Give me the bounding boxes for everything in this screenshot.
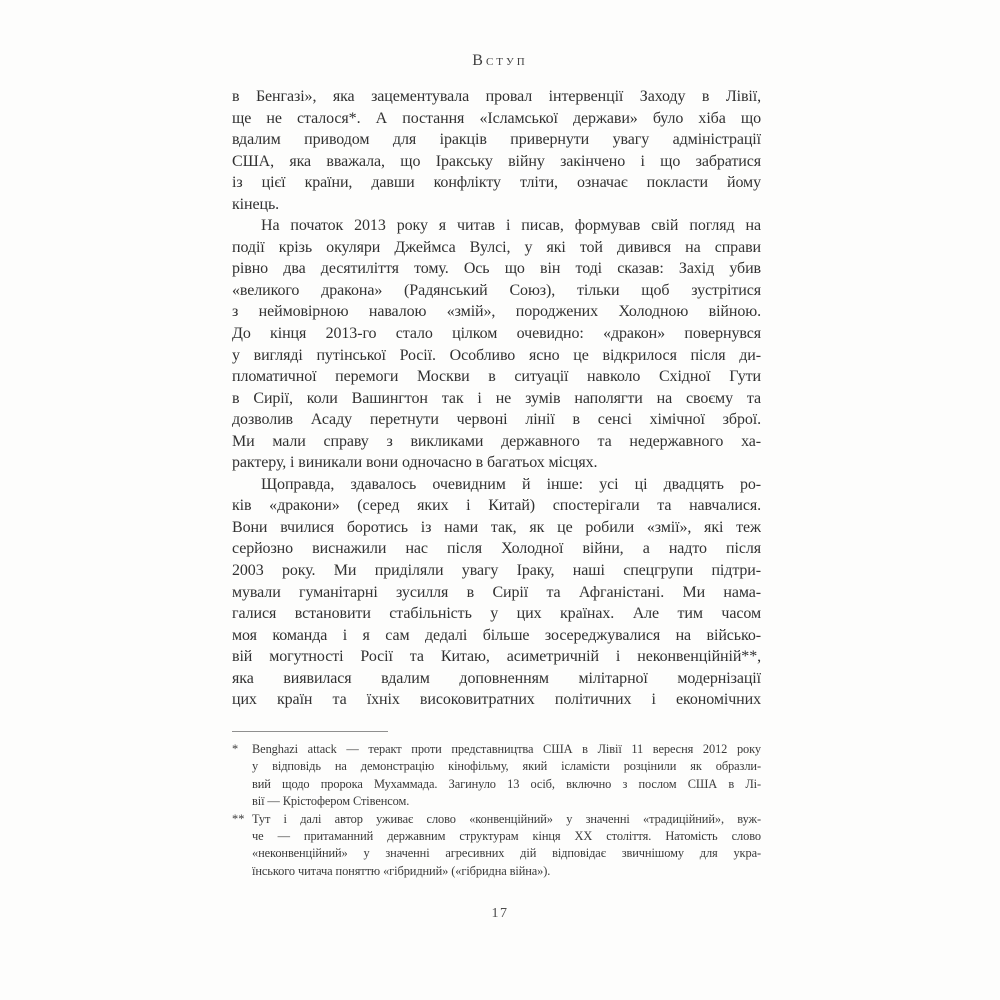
- text-line: галися встановити стабільність у цих країнах. Але тим часом: [232, 605, 761, 623]
- text-line: ще не сталося*. А постання «Ісламської держави» було хіба що: [232, 109, 761, 127]
- text-line: вдалим приводом для іракців привернути увагу адміністрації: [232, 131, 761, 149]
- footnote: [232, 811, 761, 881]
- text-line: серйозно виснажили нас після Холодної війни, а надто після: [232, 540, 761, 558]
- footnote-text: [252, 741, 761, 811]
- text-line: пломатичної перемоги Москви в ситуації навколо Східної Гути: [232, 368, 761, 386]
- text-line: цих країн та їхніх високовитратних політичних і економічних: [232, 691, 761, 709]
- text-line: ків «дракони» (серед яких і Китай) спостерігали та навчалися.: [232, 497, 761, 515]
- text-line: «великого дракона» (Радянський Союз), тільки щоб зустрітися: [232, 281, 761, 299]
- text-line: у вигляді путінської Росії. Особливо ясно це відкрилося після ди-: [232, 346, 761, 364]
- text-line: Щоправда, здавалось очевидним й інше: усі ці двадцять ро-: [261, 475, 761, 493]
- footnote-separator-rule: [232, 731, 388, 732]
- text-line: події крізь окуляри Джеймса Вулсі, у які той дивився на справи: [232, 238, 761, 256]
- text-line: кінець.: [232, 195, 280, 213]
- text-line: мували гуманітарні зусилля в Сирії та Афганістані. Ми нама-: [232, 583, 761, 601]
- text-line: моя команда і я сам дедалі більше зосереджувалися на військо-: [232, 626, 761, 644]
- text-line: 2003 року. Ми приділяли увагу Іраку, наші спецгрупи підтри-: [232, 562, 761, 580]
- footnote: [232, 741, 761, 811]
- footnote-marker: **: [232, 811, 245, 826]
- text-line: На початок 2013 року я читав і писав, формував свій погляд на: [261, 217, 761, 235]
- paragraph: [232, 86, 761, 215]
- text-line: Ми мали справу з викликами державного та недержавного ха-: [232, 432, 761, 450]
- text-line: рівно два десятиліття тому. Ось що він тоді сказав: Захід убив: [232, 260, 761, 278]
- page-number: 17: [491, 906, 509, 921]
- paragraph: [232, 474, 761, 711]
- paragraph: [232, 215, 761, 474]
- text-line: їнського читача поняттю «гібридний» («гібридна війна»).: [252, 863, 551, 878]
- text-line: з неймовірною навалою «змій», породжених Холодною війною.: [232, 303, 761, 321]
- text-line: у відповідь на демонстрацію кінофільму, який ісламісти розцінили як образли-: [252, 759, 761, 774]
- body-text: [232, 86, 761, 711]
- text-line: яка виявилася вдалим доповненням мілітарної модернізації: [232, 669, 761, 687]
- text-line: із цієї країни, давши конфлікту тліти, означає покласти йому: [232, 174, 761, 192]
- text-line: дозволив Асаду перетнути червоні лінії в сенсі хімічної зброї.: [232, 411, 761, 429]
- text-line: в Бенгазі», яка зацементувала провал інтервенції Заходу в Лівії,: [232, 88, 761, 105]
- footnote-marker: *: [232, 742, 239, 756]
- footnotes: [232, 741, 761, 880]
- text-line: вий щодо пророка Мухаммада. Загинуло 13 осіб, включно з послом США в Лі-: [252, 776, 761, 791]
- running-header-title: Вступ: [472, 52, 528, 69]
- text-line: Benghazi attack — теракт проти представництва США в Лівії 11 вересня 2012 року: [252, 742, 761, 756]
- text-line: «неконвенційний» у значенні агресивних дій відповідає звичнішому для укра-: [252, 846, 761, 861]
- text-line: вії — Крістофером Стівенсом.: [252, 794, 410, 809]
- text-line: Тут і далі автор уживає слово «конвенційний» у значенні «традиційний», вуж-: [252, 811, 761, 826]
- text-line: в Сирії, коли Вашингтон так і не зумів наполягти на своєму та: [232, 389, 761, 407]
- text-line: рактеру, і виникали вони одночасно в багатьох місцях.: [232, 454, 598, 472]
- footnote-text: [252, 811, 761, 881]
- text-line: США, яка вважала, що Іракську війну закінчено і що забратися: [232, 152, 761, 170]
- text-line: вій могутності Росії та Китаю, асиметричній і неконвенційній**,: [232, 648, 761, 666]
- text-line: че — притаманний державним структурам кінця XX століття. Натомість слово: [252, 828, 761, 843]
- text-line: Вони вчилися боротись із нами так, як це робили «змії», які теж: [232, 518, 761, 536]
- text-line: До кінця 2013-го стало цілком очевидно: «дракон» повернувся: [232, 325, 761, 343]
